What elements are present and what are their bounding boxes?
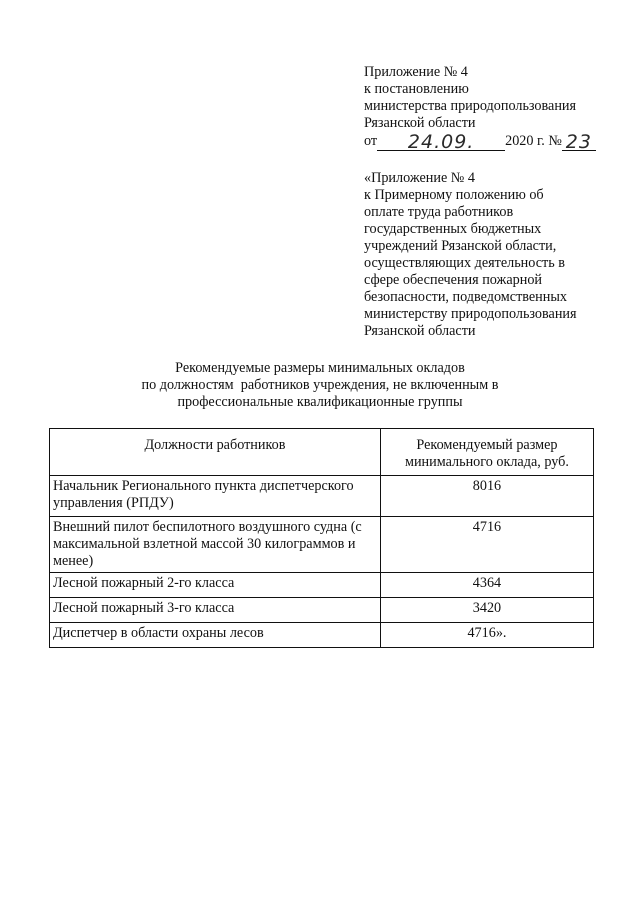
salary-cell: 3420 <box>380 598 593 623</box>
decree-date-line <box>364 131 596 151</box>
table-heading <box>0 360 640 411</box>
header-salary: Рекомендуемый размер минимального оклада, руб. <box>380 429 593 476</box>
quoted-appendix-header <box>364 170 624 340</box>
table-row <box>50 476 594 517</box>
heading-line: по должностям работников учреждения, не включенным в <box>141 377 499 393</box>
date-field <box>377 132 505 151</box>
handwritten-number: 23 <box>565 131 592 153</box>
quoted-line: осуществляющих деятельность в <box>364 255 565 271</box>
decree-number-field <box>562 132 596 151</box>
appendix-header <box>364 64 624 132</box>
quoted-line: министерству природопользования <box>364 306 577 322</box>
quoted-line: оплате труда работников <box>364 204 514 220</box>
salary-cell: 4364 <box>380 573 593 598</box>
year-label: 2020 г. № <box>505 133 562 149</box>
quoted-line: сфере обеспечения пожарной <box>364 272 543 288</box>
table-header-row <box>50 429 594 476</box>
appendix-line: министерства природопользования <box>364 98 577 114</box>
quoted-line: Рязанской области <box>364 323 476 339</box>
position-cell: Начальник Регионального пункта диспетчерского управления (РПДУ) <box>50 476 381 517</box>
quoted-line: учреждений Рязанской области, <box>364 238 557 254</box>
handwritten-date: 24.09. <box>407 131 475 153</box>
quoted-line: безопасности, подведомственных <box>364 289 567 305</box>
position-cell: Внешний пилот беспилотного воздушного судна (с максимальной взлетной массой 30 килограммов и менее) <box>50 517 381 573</box>
table-row <box>50 623 594 648</box>
position-cell: Диспетчер в области охраны лесов <box>50 623 381 648</box>
quoted-line: к Примерному положению об <box>364 187 544 203</box>
appendix-line: к постановлению <box>364 81 469 97</box>
position-cell: Лесной пожарный 2-го класса <box>50 573 381 598</box>
header-position: Должности работников <box>50 429 381 476</box>
heading-line: профессиональные квалификационные группы <box>177 394 463 410</box>
table-row <box>50 598 594 623</box>
heading-line: Рекомендуемые размеры минимальных окладов <box>175 360 465 376</box>
quoted-line: «Приложение № 4 <box>364 170 475 186</box>
quoted-line: государственных бюджетных <box>364 221 542 237</box>
appendix-line: Приложение № 4 <box>364 64 468 80</box>
salary-cell: 8016 <box>380 476 593 517</box>
salary-cell: 4716 <box>380 517 593 573</box>
table-row <box>50 517 594 573</box>
date-prefix: от <box>364 133 378 149</box>
salary-cell: 4716». <box>380 623 593 648</box>
salary-table <box>49 428 594 648</box>
appendix-line: Рязанской области <box>364 115 476 131</box>
table-row <box>50 573 594 598</box>
position-cell: Лесной пожарный 3-го класса <box>50 598 381 623</box>
